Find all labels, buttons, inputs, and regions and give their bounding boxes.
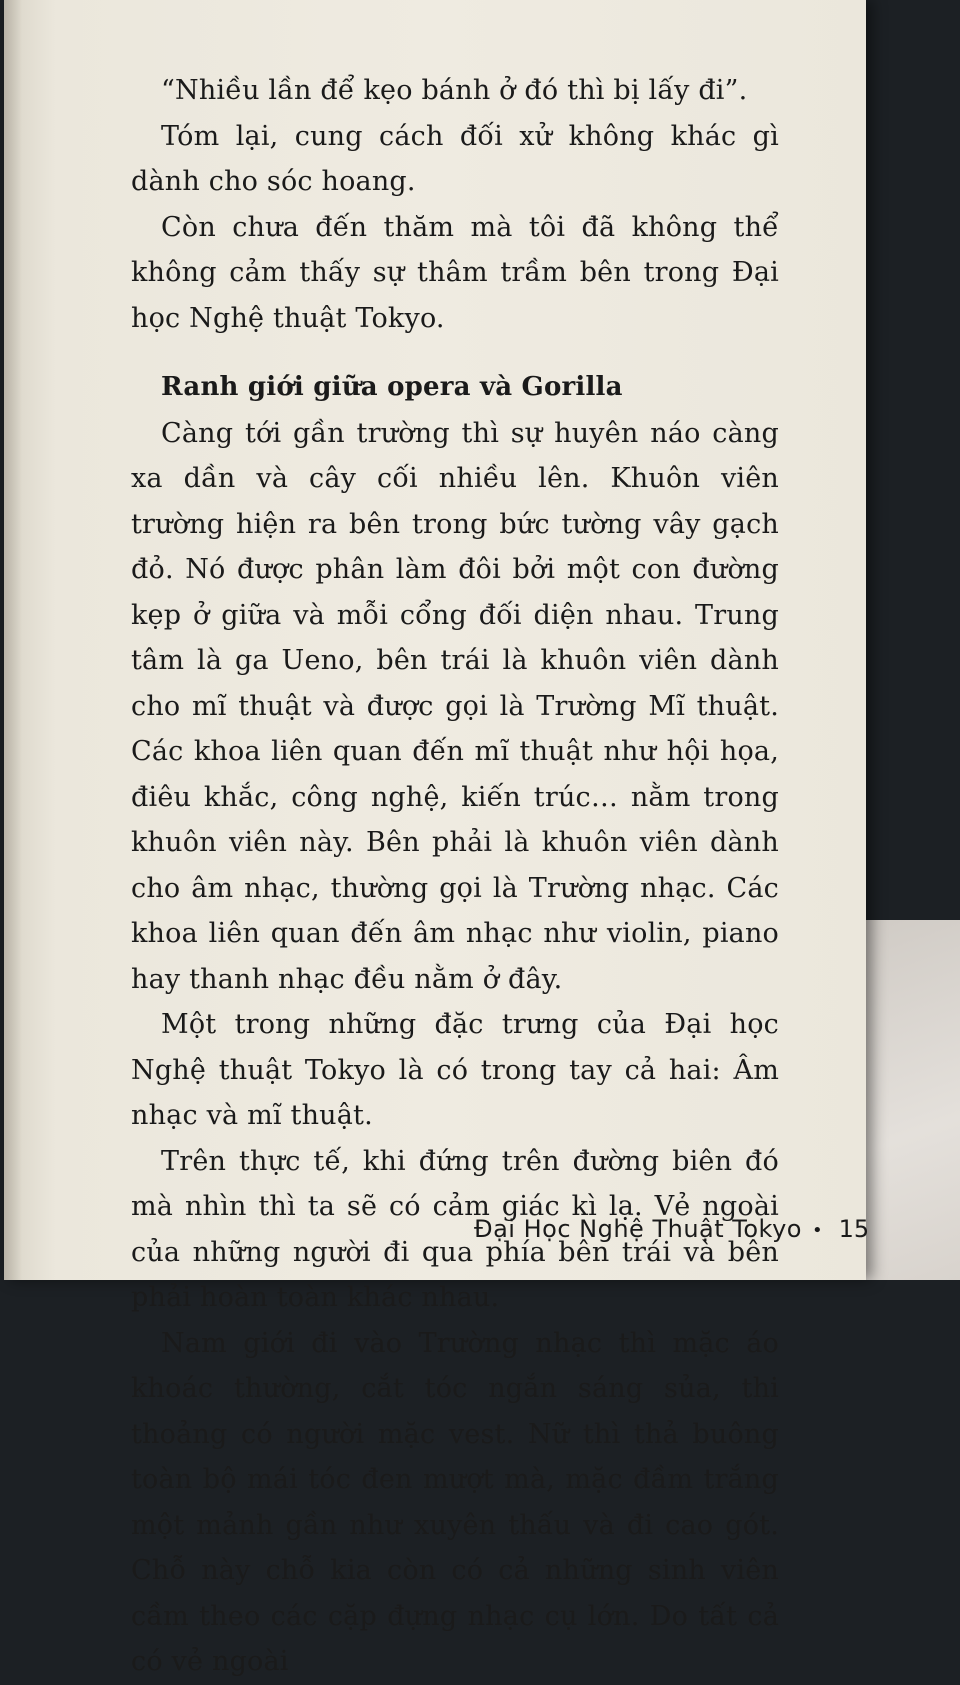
section-heading: Ranh giới giữa opera và Gorilla	[161, 372, 623, 402]
running-title: Đại Học Nghệ Thuật Tokyo	[474, 1215, 802, 1243]
paragraph: Nam giới đi vào Trường nhạc thì mặc áo khoác thường, cắt tóc ngắn sáng sủa, thi thoảng có người mặc vest. Nữ thì thả buông toàn bộ mái tóc đen mượt mà, mặc đầm trắng một mảnh gần như xuyên thấu và đi cao gót. Chỗ này chỗ kia còn có cả những sinh viên cầm theo các cặp đựng nhạc cụ lớn. Do tất cả có vẻ ngoài	[131, 1327, 779, 1677]
book-page	[4, 0, 870, 1677]
body-text	[131, 68, 779, 1685]
page-footer	[474, 1214, 870, 1244]
paragraph: “Nhiều lần để kẹo bánh ở đó thì bị lấy đi”.	[161, 75, 748, 106]
page-number: 15	[838, 1215, 870, 1243]
page-gutter-shadow	[4, 0, 22, 1280]
paragraph: Càng tới gần trường thì sự huyên náo càng xa dần và cây cối nhiều lên. Khuôn viên trường hiện ra bên trong bức tường vây gạch đỏ. Nó được phân làm đôi bởi một con đường kẹp ở giữa và mỗi cổng đối diện nhau. Trung tâm là ga Ueno, bên trái là khuôn viên dành cho mĩ thuật và được gọi là Trường Mĩ thuật. Các khoa liên quan đến mĩ thuật như hội họa, điêu khắc, công nghệ, kiến trúc… nằm trong khuôn viên này. Bên phải là khuôn viên dành cho âm nhạc, thường gọi là Trường nhạc. Các khoa liên quan đến âm nhạc như violin, piano hay thanh nhạc đều nằm ở đây.	[131, 417, 779, 995]
paragraph: Một trong những đặc trưng của Đại học Nghệ thuật Tokyo là có trong tay cả hai: Âm nhạc và mĩ thuật.	[131, 1009, 779, 1131]
paragraph: Còn chưa đến thăm mà tôi đã không thể không cảm thấy sự thâm trầm bên trong Đại học Nghệ thuật Tokyo.	[131, 211, 779, 334]
footer-bullet: •	[811, 1219, 823, 1241]
paragraph: Trên thực tế, khi đứng trên đường biên đó mà nhìn thì ta sẽ có cảm giác kì lạ. Vẻ ngoài của những người đi qua phía bên trái và bên phải hoàn toàn khác nhau.	[131, 1145, 779, 1313]
paragraph: Tóm lại, cung cách đối xử không khác gì dành cho sóc hoang.	[131, 120, 779, 197]
